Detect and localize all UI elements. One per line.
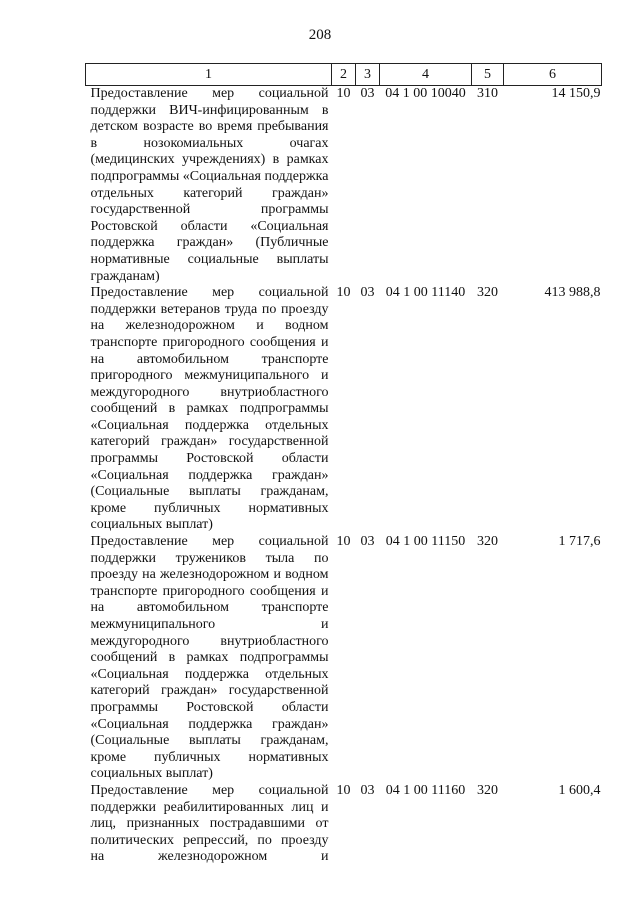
table-row bbox=[86, 86, 602, 286]
row-subsection: 03 bbox=[360, 534, 375, 550]
row-expense-type: 320 bbox=[477, 782, 498, 798]
row-amount: 1 717,6 bbox=[558, 534, 601, 550]
row-section: 10 bbox=[336, 782, 351, 798]
header-col-6: 6 bbox=[504, 64, 602, 86]
row-expense-type: 320 bbox=[477, 285, 498, 301]
header-col-5: 5 bbox=[472, 64, 504, 86]
row-subsection: 03 bbox=[360, 782, 375, 798]
budget-table bbox=[85, 63, 602, 866]
row-target-code: 04 1 00 11140 bbox=[385, 285, 466, 301]
row-target-code: 04 1 00 11150 bbox=[385, 534, 466, 550]
row-amount: 14 150,9 bbox=[551, 86, 601, 101]
row-amount: 413 988,8 bbox=[544, 285, 601, 301]
row-section: 10 bbox=[336, 86, 351, 101]
row-section: 10 bbox=[336, 534, 351, 550]
table-header-row bbox=[86, 64, 602, 86]
row-name: Предоставление мер социальной поддержки ВИЧ-инфицированным в детском возрасте во время пребывания в нозокомиальных очагах (медицинских учреждениях) в рамках подпрограммы «Социальная поддержка отдельных категорий граждан» государственной программы Ростовской области «Социальная поддержка граждан» (Публичные нормативные социальные выплаты гражданам) bbox=[90, 86, 329, 284]
header-col-2: 2 bbox=[332, 64, 356, 86]
table-row bbox=[86, 534, 602, 783]
row-section: 10 bbox=[336, 285, 351, 301]
table-row bbox=[86, 285, 602, 534]
row-name: Предоставление мер социальной поддержки реабилитированных лиц и лиц, признанных пострадавшими от политических репрессий, по проезду на железнодорожном и bbox=[90, 782, 329, 865]
row-amount: 1 600,4 bbox=[558, 782, 601, 798]
page-number: 208 bbox=[308, 27, 332, 43]
header-col-3: 3 bbox=[356, 64, 380, 86]
row-subsection: 03 bbox=[360, 86, 375, 101]
row-subsection: 03 bbox=[360, 285, 375, 301]
row-expense-type: 320 bbox=[477, 534, 498, 550]
row-expense-type: 310 bbox=[477, 86, 498, 101]
row-target-code: 04 1 00 10040 bbox=[385, 86, 466, 101]
table-row bbox=[86, 783, 602, 866]
row-name: Предоставление мер социальной поддержки тружеников тыла по проезду на железнодорожном и водном транспорте пригородного сообщения и на автомобильном транспорте межмуниципального и междугородного внутриобластного сообщений в рамках подпрограммы «Социальная поддержка отдельных категорий граждан» государственной программы Ростовской области «Социальная поддержка граждан» (Социальные выплаты гражданам, кроме публичных нормативных социальных выплат) bbox=[90, 534, 329, 782]
header-col-1: 1 bbox=[86, 64, 332, 86]
row-name: Предоставление мер социальной поддержки ветеранов труда по проезду на железнодорожном и водном транспорте пригородного сообщения и на автомобильном транспорте пригородного межмуниципального и междугородного внутриобластного сообщений в рамках подпрограммы «Социальная поддержка отдельных категорий граждан» государственной программы Ростовской области «Социальная поддержка граждан» (Социальные выплаты гражданам, кроме публичных нормативных социальных выплат) bbox=[90, 285, 329, 533]
header-col-4: 4 bbox=[380, 64, 472, 86]
row-target-code: 04 1 00 11160 bbox=[385, 782, 466, 798]
